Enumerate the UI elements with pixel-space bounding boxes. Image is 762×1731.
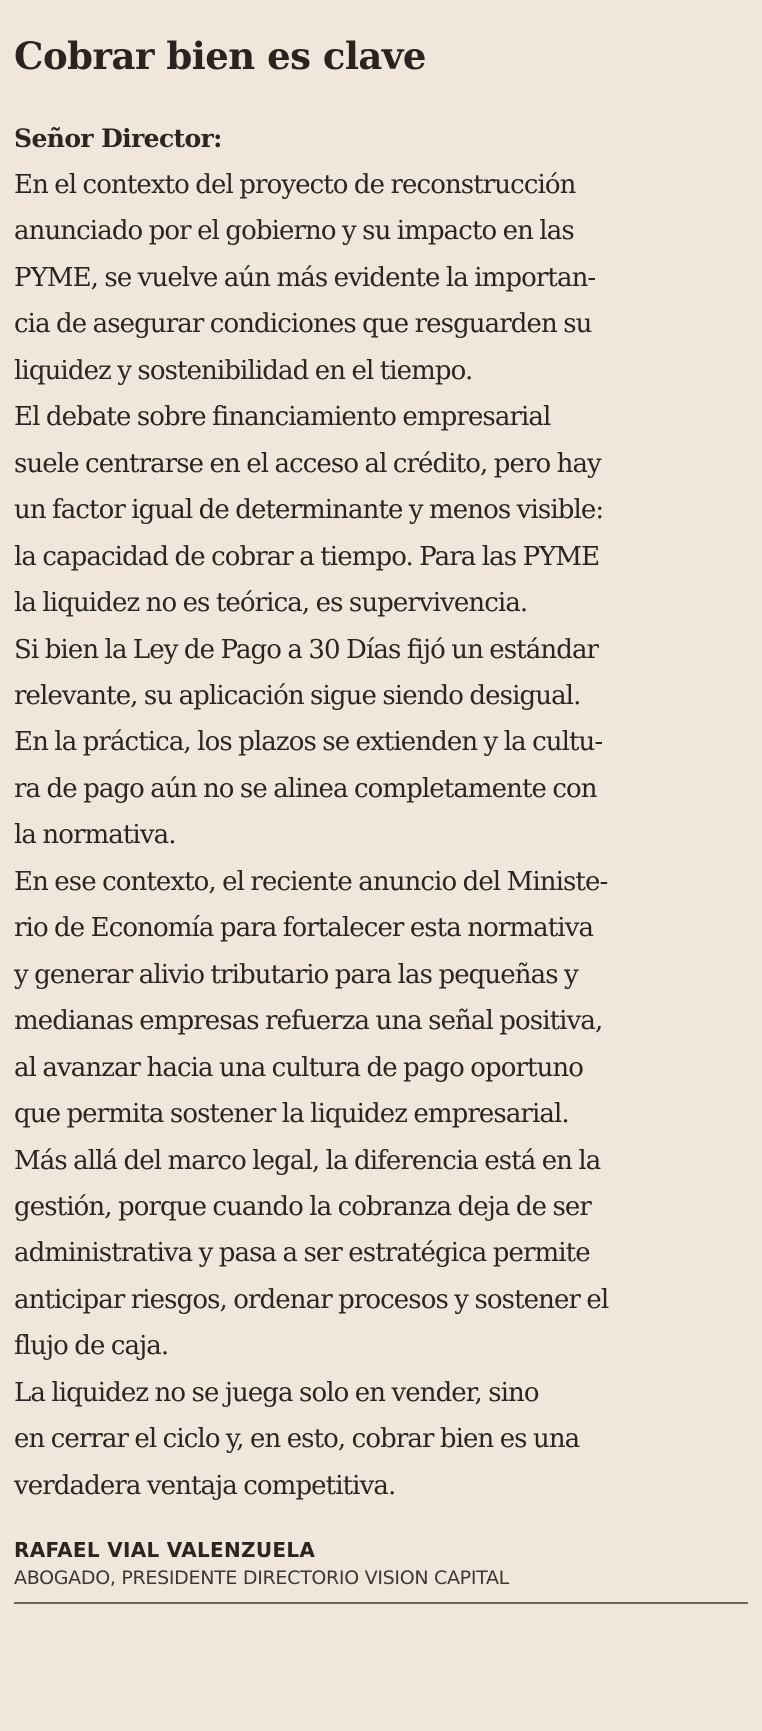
- body-line: al avanzar hacia una cultura de pago oportuno: [14, 1052, 584, 1083]
- signature-block: [14, 1537, 748, 1604]
- body-line: liquidez y sostenibilidad en el tiempo.: [14, 355, 473, 386]
- body-line: la capacidad de cobrar a tiempo. Para las PYME: [14, 541, 600, 572]
- body-line: En la práctica, los plazos se extienden y la cultu-: [14, 727, 603, 758]
- letter-title: Cobrar bien es clave: [14, 34, 426, 78]
- body-line: cia de asegurar condiciones que resguarden su: [14, 309, 592, 340]
- body-line: la normativa.: [14, 820, 176, 851]
- body-line: administrativa y pasa a ser estratégica permite: [14, 1238, 590, 1269]
- body-line: un factor igual de determinante y menos visible:: [14, 495, 604, 526]
- body-line: En el contexto del proyecto de reconstrucción: [14, 170, 576, 200]
- body-line: La liquidez no se juega solo en vender, sino: [14, 1377, 539, 1408]
- body-line: medianas empresas refuerza una señal positiva,: [14, 1006, 603, 1037]
- body-line: ra de pago aún no se alinea completamente con: [14, 773, 597, 804]
- body-line: en cerrar el ciclo y, en esto, cobrar bien es una: [14, 1424, 580, 1455]
- body-line: Más allá del marco legal, la diferencia está en la: [14, 1145, 601, 1176]
- body-line: Si bien la Ley de Pago a 30 Días fijó un estándar: [14, 634, 599, 665]
- body-line: flujo de caja.: [14, 1331, 169, 1362]
- body-line: verdadera ventaja competitiva.: [14, 1470, 396, 1501]
- body-line: anunciado por el gobierno y su impacto en las: [14, 216, 574, 247]
- body-line: gestión, porque cuando la cobranza deja de ser: [14, 1191, 591, 1222]
- body-line: El debate sobre financiamiento empresarial: [14, 402, 551, 433]
- author-name: RAFAEL VIAL VALENZUELA: [14, 1538, 316, 1563]
- body-line: y generar alivio tributario para las pequeñas y: [14, 959, 578, 990]
- body-line: relevante, su aplicación sigue siendo desigual.: [14, 680, 581, 711]
- body-line: PYME, se vuelve aún más evidente la importan-: [14, 262, 596, 293]
- author-role: ABOGADO, PRESIDENTE DIRECTORIO VISION CAPITAL: [14, 1567, 509, 1590]
- body-line: la liquidez no es teórica, es supervivencia.: [14, 588, 528, 619]
- body-line: anticipar riesgos, ordenar procesos y sostener el: [14, 1284, 609, 1315]
- body-line: que permita sostener la liquidez empresarial.: [14, 1099, 569, 1130]
- body-line: suele centrarse en el acceso al crédito, pero hay: [14, 448, 601, 479]
- salutation: Señor Director:: [14, 124, 222, 153]
- body-line: rio de Economía para fortalecer esta normativa: [14, 913, 594, 944]
- body-line: En ese contexto, el reciente anuncio del Ministe-: [14, 866, 608, 897]
- letter-body: [14, 162, 750, 1509]
